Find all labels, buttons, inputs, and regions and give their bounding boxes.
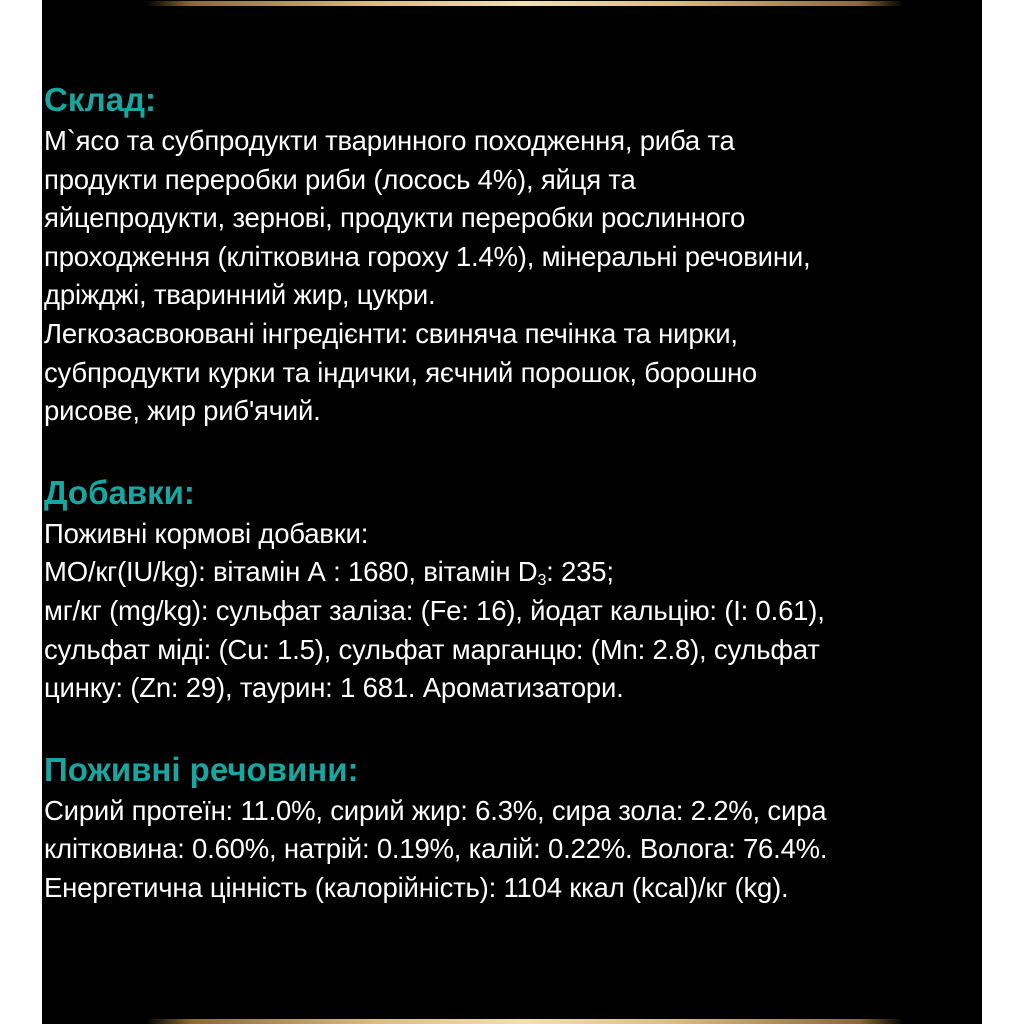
top-gold-divider: [146, 1, 904, 6]
additives-line: мг/кг (mg/kg): сульфат заліза: (Fe: 16), йодат кальцію: (I: 0.61),: [44, 594, 825, 626]
composition-line: яйцепродукти, зернові, продукти переробки рослинного: [44, 202, 746, 234]
vitamins-text-end: : 235;: [546, 556, 614, 588]
bottom-gold-divider: [146, 1019, 904, 1024]
composition-line: М`ясо та субпродукти тваринного походження, риба та: [44, 125, 735, 156]
composition-section: [44, 78, 982, 431]
nutrients-heading: Поживні речовини:: [44, 750, 359, 788]
nutrients-line: Сирий протеїн: 11.0%, сирий жир: 6.3%, сира зола: 2.2%, сира: [44, 794, 827, 826]
composition-line: дріжджі, тваринний жир, цукри.: [44, 279, 436, 311]
nutrients-line: Енергетична цінність (калорійність): 1104 ккал (kcal)/кг (kg).: [44, 871, 789, 903]
composition-line: субпродукти курки та індички, яєчний порошок, борошно: [44, 356, 758, 388]
nutrients-line: клітковина: 0.60%, натрій: 0.19%, калій: 0.22%. Волога: 76.4%.: [44, 833, 828, 865]
additives-heading: Добавки:: [44, 473, 195, 511]
composition-heading: Склад:: [44, 81, 157, 118]
label-panel: [42, 0, 982, 1024]
vitamin-d-subscript: 3: [537, 572, 547, 590]
nutrients-section: [44, 748, 982, 908]
composition-line: рисове, жир риб'ячий.: [44, 395, 321, 427]
composition-line: Легкозасвоювані інгредієнти: свиняча печінка та нирки,: [44, 317, 738, 349]
label-content: [44, 78, 982, 908]
additives-line: сульфат міді: (Cu: 1.5), сульфат марганцю: (Mn: 2.8), сульфат: [44, 633, 820, 665]
additives-line: цинку: (Zn: 29), таурин: 1 681. Ароматизатори.: [44, 672, 624, 704]
composition-line: продукти переробки риби (лосось 4%), яйця та: [44, 163, 636, 195]
additives-vitamins-line: [44, 553, 982, 592]
additives-line: Поживні кормові добавки:: [44, 517, 369, 549]
additives-section: [44, 471, 982, 708]
composition-line: проходження (клітковина гороху 1.4%), мінеральні речовини,: [44, 240, 811, 272]
vitamins-text: МО/кг(IU/kg): вітамін А : 1680, вітамін D: [44, 556, 538, 588]
